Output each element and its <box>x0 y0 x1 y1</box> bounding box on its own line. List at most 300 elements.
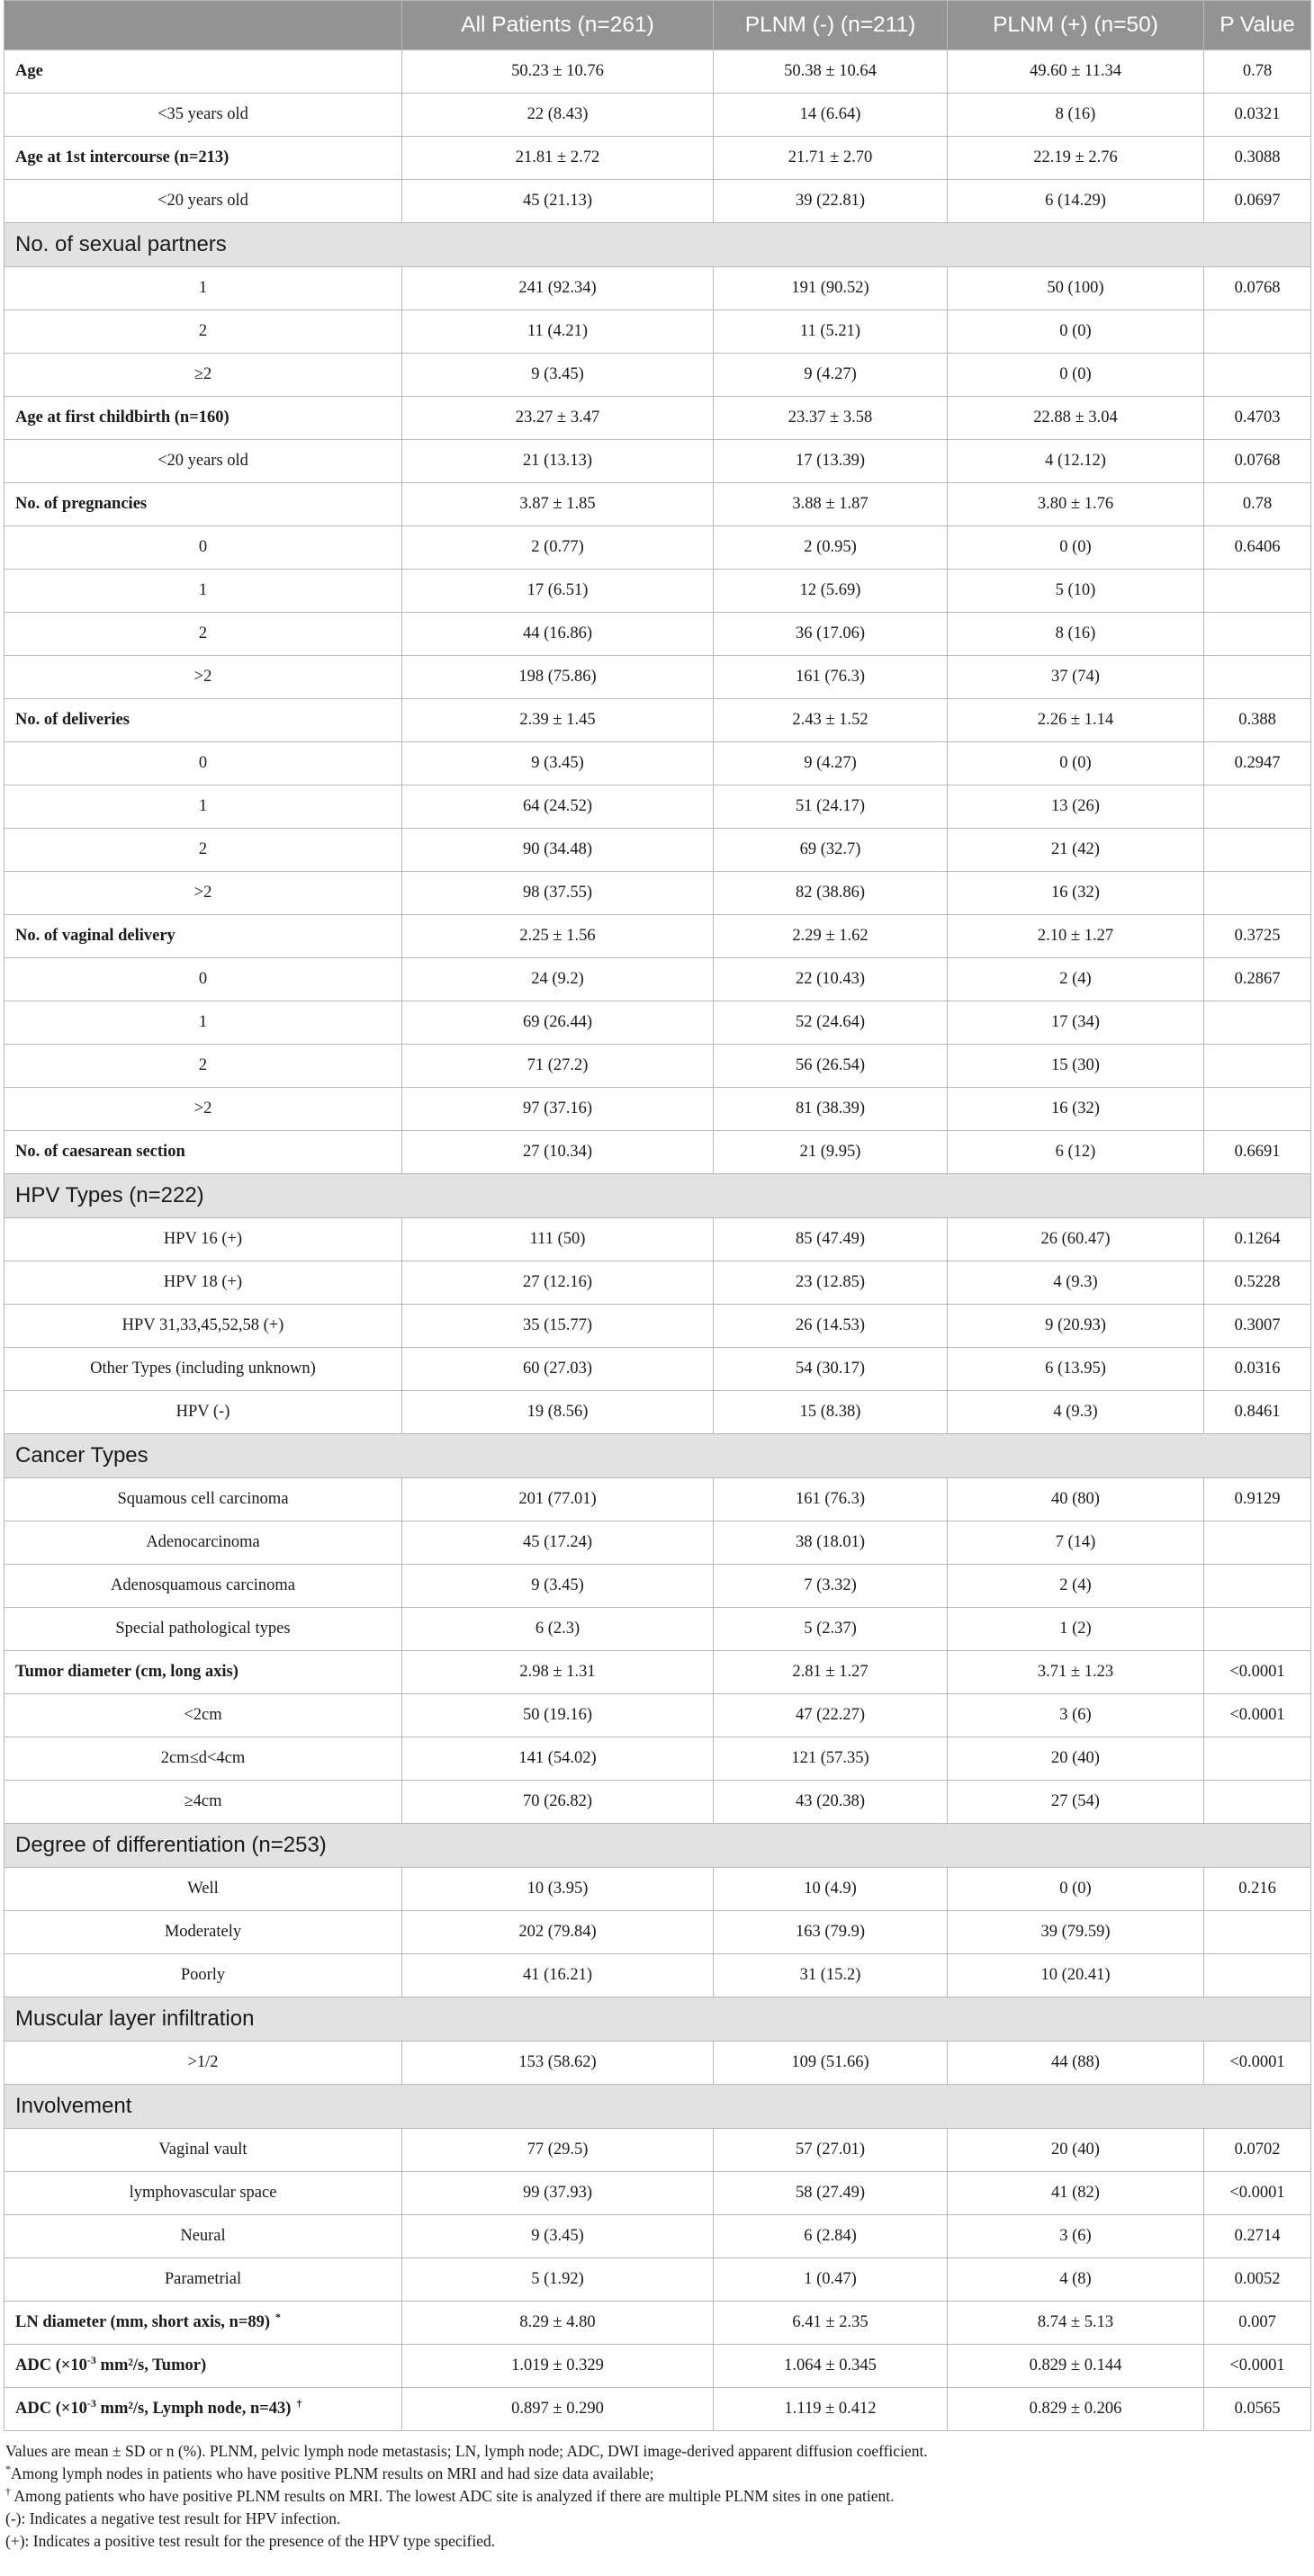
row-label-text: ≥2 <box>194 365 212 383</box>
row-label-text: <2cm <box>184 1706 222 1724</box>
cell-p-value: 0.007 <box>1204 2302 1311 2345</box>
row-label <box>4 1391 402 1434</box>
cell-plnm-positive: 3.71 ± 1.23 <box>948 1651 1204 1694</box>
cell-plnm-negative: 2.43 ± 1.52 <box>714 699 948 742</box>
cell-all-patients: 153 (58.62) <box>402 2042 714 2085</box>
section-header-row <box>4 223 1311 267</box>
row-label <box>4 1911 402 1954</box>
cell-plnm-negative: 85 (47.49) <box>714 1218 948 1261</box>
cell-all-patients: 9 (3.45) <box>402 354 714 397</box>
cell-plnm-negative: 17 (13.39) <box>714 440 948 483</box>
cell-p-value: 0.8461 <box>1204 1391 1311 1434</box>
row-label <box>4 785 402 829</box>
row-label-text: Poorly <box>180 1966 226 1984</box>
table-row <box>4 440 1311 483</box>
cell-plnm-negative: 56 (26.54) <box>714 1045 948 1088</box>
section-label: Muscular layer infiltration <box>4 1997 1311 2042</box>
row-label <box>4 699 402 742</box>
cell-p-value: 0.2947 <box>1204 742 1311 785</box>
cell-all-patients: 90 (34.48) <box>402 829 714 872</box>
row-label <box>4 1737 402 1781</box>
cell-plnm-negative: 5 (2.37) <box>714 1608 948 1651</box>
cell-plnm-positive: 15 (30) <box>948 1045 1204 1088</box>
cell-plnm-negative: 23 (12.85) <box>714 1261 948 1305</box>
cell-p-value: 0.388 <box>1204 699 1311 742</box>
footnote-line <box>5 2463 1310 2485</box>
table-row <box>4 1088 1311 1131</box>
section-label: Cancer Types <box>4 1434 1311 1478</box>
row-label-text: Neural <box>180 2227 226 2245</box>
cell-plnm-positive: 41 (82) <box>948 2172 1204 2215</box>
row-label-text: lymphovascular space <box>129 2184 277 2202</box>
table-row <box>4 2042 1311 2085</box>
row-label <box>4 1001 402 1045</box>
row-label <box>4 742 402 785</box>
cell-p-value: 0.2714 <box>1204 2215 1311 2258</box>
footnote-text: (-): Indicates a negative test result for HPV infection. <box>5 2509 341 2527</box>
cell-plnm-negative: 38 (18.01) <box>714 1521 948 1565</box>
table-header-row <box>4 1 1311 50</box>
cell-p-value <box>1204 872 1311 915</box>
row-label-text: 2 <box>198 1056 208 1074</box>
table-row <box>4 1911 1311 1954</box>
cell-p-value: 0.0702 <box>1204 2129 1311 2172</box>
row-label <box>4 2172 402 2215</box>
cell-plnm-negative: 39 (22.81) <box>714 180 948 223</box>
cell-p-value: 0.0316 <box>1204 1348 1311 1391</box>
header-cell-plnm-negative: PLNM (-) (n=211) <box>714 1 948 50</box>
section-label: Degree of differentiation (n=253) <box>4 1824 1311 1868</box>
row-label <box>4 2345 402 2388</box>
cell-all-patients: 19 (8.56) <box>402 1391 714 1434</box>
table-row <box>4 570 1311 613</box>
cell-all-patients: 2.25 ± 1.56 <box>402 915 714 958</box>
cell-all-patients: 41 (16.21) <box>402 1954 714 1997</box>
header-cell-plnm-positive: PLNM (+) (n=50) <box>948 1 1204 50</box>
cell-plnm-positive: 2.26 ± 1.14 <box>948 699 1204 742</box>
row-label-text: >2 <box>194 1100 212 1117</box>
section-label: No. of sexual partners <box>4 223 1311 267</box>
table-row <box>4 1781 1311 1824</box>
cell-plnm-positive: 39 (79.59) <box>948 1911 1204 1954</box>
table-row <box>4 526 1311 570</box>
cell-all-patients: 45 (21.13) <box>402 180 714 223</box>
cell-p-value <box>1204 1001 1311 1045</box>
cell-all-patients: 141 (54.02) <box>402 1737 714 1781</box>
cell-all-patients: 64 (24.52) <box>402 785 714 829</box>
cell-p-value <box>1204 1954 1311 1997</box>
row-label <box>4 397 402 440</box>
cell-p-value: 0.5228 <box>1204 1261 1311 1305</box>
row-label-text: Moderately <box>164 1923 242 1941</box>
row-label <box>4 1781 402 1824</box>
cell-all-patients: 35 (15.77) <box>402 1305 714 1348</box>
cell-plnm-positive: 6 (12) <box>948 1131 1204 1174</box>
cell-all-patients: 3.87 ± 1.85 <box>402 483 714 526</box>
row-label <box>4 1868 402 1911</box>
row-label-text: ≥4cm <box>184 1792 222 1810</box>
row-label-text: Tumor diameter (cm, long axis) <box>15 1663 238 1681</box>
row-label-text: ADC (×10 <box>15 2356 87 2374</box>
cell-plnm-positive: 4 (9.3) <box>948 1261 1204 1305</box>
cell-all-patients: 50.23 ± 10.76 <box>402 50 714 94</box>
footnote-marker: * <box>275 2310 282 2323</box>
cell-all-patients: 11 (4.21) <box>402 310 714 354</box>
cell-all-patients: 2 (0.77) <box>402 526 714 570</box>
table-row <box>4 1001 1311 1045</box>
cell-p-value: 0.3725 <box>1204 915 1311 958</box>
section-header-row <box>4 2085 1311 2129</box>
row-label <box>4 1521 402 1565</box>
row-label-text: 1 <box>198 1013 208 1031</box>
row-label <box>4 2129 402 2172</box>
cell-all-patients: 71 (27.2) <box>402 1045 714 1088</box>
row-label-text: Adenocarcinoma <box>146 1533 260 1551</box>
table-row <box>4 354 1311 397</box>
cell-p-value: <0.0001 <box>1204 2345 1311 2388</box>
section-header-row <box>4 1824 1311 1868</box>
cell-plnm-negative: 82 (38.86) <box>714 872 948 915</box>
table-row <box>4 1868 1311 1911</box>
row-label <box>4 1954 402 1997</box>
row-label-text: Adenosquamous carcinoma <box>111 1576 295 1594</box>
cell-p-value: 0.6691 <box>1204 1131 1311 1174</box>
cell-all-patients: 23.27 ± 3.47 <box>402 397 714 440</box>
table-row <box>4 829 1311 872</box>
cell-all-patients: 202 (79.84) <box>402 1911 714 1954</box>
table-footnotes <box>4 2431 1310 2553</box>
cell-all-patients: 45 (17.24) <box>402 1521 714 1565</box>
cell-p-value: 0.216 <box>1204 1868 1311 1911</box>
cell-plnm-negative: 163 (79.9) <box>714 1911 948 1954</box>
cell-p-value: 0.6406 <box>1204 526 1311 570</box>
cell-all-patients: 69 (26.44) <box>402 1001 714 1045</box>
table-row <box>4 2302 1311 2345</box>
cell-p-value: <0.0001 <box>1204 1651 1311 1694</box>
cell-plnm-negative: 121 (57.35) <box>714 1737 948 1781</box>
footnote-text: Among lymph nodes in patients who have positive PLNM results on MRI and had size data available; <box>11 2464 654 2482</box>
cell-plnm-negative: 23.37 ± 3.58 <box>714 397 948 440</box>
cell-plnm-negative: 43 (20.38) <box>714 1781 948 1824</box>
cell-p-value <box>1204 354 1311 397</box>
row-label <box>4 958 402 1001</box>
cell-p-value: <0.0001 <box>1204 1694 1311 1737</box>
cell-p-value: 0.0768 <box>1204 440 1311 483</box>
row-label <box>4 1694 402 1737</box>
row-label-text: <20 years old <box>158 192 248 210</box>
row-label <box>4 1088 402 1131</box>
row-label-text: No. of deliveries <box>15 711 130 729</box>
row-label <box>4 180 402 223</box>
row-label-text: <35 years old <box>158 105 248 123</box>
cell-plnm-negative: 9 (4.27) <box>714 354 948 397</box>
header-cell-variable <box>4 1 402 50</box>
table-row <box>4 1608 1311 1651</box>
cell-p-value: 0.0321 <box>1204 94 1311 137</box>
cell-all-patients: 1.019 ± 0.329 <box>402 2345 714 2388</box>
row-label-text-continued: mm²/s, Tumor) <box>95 2356 207 2374</box>
cell-all-patients: 97 (37.16) <box>402 1088 714 1131</box>
cell-plnm-positive: 22.88 ± 3.04 <box>948 397 1204 440</box>
table-row <box>4 2258 1311 2302</box>
section-label: HPV Types (n=222) <box>4 1174 1311 1218</box>
cell-p-value <box>1204 570 1311 613</box>
row-label <box>4 570 402 613</box>
header-cell-all-patients: All Patients (n=261) <box>402 1 714 50</box>
row-label <box>4 1131 402 1174</box>
cell-plnm-positive: 2.10 ± 1.27 <box>948 915 1204 958</box>
cell-all-patients: 21 (13.13) <box>402 440 714 483</box>
cell-p-value <box>1204 1045 1311 1088</box>
table-row <box>4 1261 1311 1305</box>
cell-plnm-positive: 8 (16) <box>948 613 1204 656</box>
row-label-text: HPV (-) <box>176 1403 230 1421</box>
row-label-text: Age at 1st intercourse (n=213) <box>15 148 230 166</box>
cell-plnm-positive: 4 (12.12) <box>948 440 1204 483</box>
table-row <box>4 1305 1311 1348</box>
cell-all-patients: 5 (1.92) <box>402 2258 714 2302</box>
cell-plnm-positive: 1 (2) <box>948 1608 1204 1651</box>
cell-plnm-negative: 7 (3.32) <box>714 1565 948 1608</box>
row-label-exponent: -3 <box>86 2396 96 2410</box>
row-label-text: 2 <box>198 840 208 858</box>
cell-p-value: 0.0697 <box>1204 180 1311 223</box>
cell-p-value: <0.0001 <box>1204 2042 1311 2085</box>
cell-plnm-negative: 1.064 ± 0.345 <box>714 2345 948 2388</box>
row-label-text: >2 <box>194 884 212 902</box>
table-row <box>4 785 1311 829</box>
row-label-text: Well <box>187 1880 219 1898</box>
table-row <box>4 613 1311 656</box>
cell-p-value <box>1204 1565 1311 1608</box>
row-label-text-continued: mm²/s, Lymph node, n=43) <box>95 2400 292 2418</box>
row-label-text: 0 <box>198 754 208 772</box>
cell-all-patients: 9 (3.45) <box>402 742 714 785</box>
cell-plnm-positive: 10 (20.41) <box>948 1954 1204 1997</box>
cell-all-patients: 241 (92.34) <box>402 267 714 310</box>
row-label-text: Age <box>15 62 43 80</box>
table-row <box>4 1348 1311 1391</box>
row-label <box>4 137 402 180</box>
cell-plnm-negative: 22 (10.43) <box>714 958 948 1001</box>
table-row <box>4 267 1311 310</box>
row-label <box>4 526 402 570</box>
cell-plnm-negative: 26 (14.53) <box>714 1305 948 1348</box>
row-label-text: No. of vaginal delivery <box>15 927 176 945</box>
patient-characteristics-table <box>4 0 1311 2431</box>
table-row <box>4 180 1311 223</box>
row-label-text: <20 years old <box>158 452 248 470</box>
cell-plnm-positive: 9 (20.93) <box>948 1305 1204 1348</box>
cell-plnm-positive: 16 (32) <box>948 1088 1204 1131</box>
cell-plnm-positive: 8 (16) <box>948 94 1204 137</box>
table-row <box>4 137 1311 180</box>
row-label <box>4 2215 402 2258</box>
row-label <box>4 2388 402 2431</box>
cell-plnm-positive: 20 (40) <box>948 1737 1204 1781</box>
cell-all-patients: 6 (2.3) <box>402 1608 714 1651</box>
cell-plnm-negative: 10 (4.9) <box>714 1868 948 1911</box>
cell-plnm-positive: 4 (8) <box>948 2258 1204 2302</box>
table-row <box>4 656 1311 699</box>
row-label-text: HPV 16 (+) <box>163 1230 243 1248</box>
cell-plnm-positive: 0 (0) <box>948 1868 1204 1911</box>
cell-plnm-positive: 16 (32) <box>948 872 1204 915</box>
section-header-row <box>4 1997 1311 2042</box>
cell-plnm-positive: 17 (34) <box>948 1001 1204 1045</box>
cell-plnm-negative: 2.81 ± 1.27 <box>714 1651 948 1694</box>
cell-all-patients: 201 (77.01) <box>402 1478 714 1521</box>
cell-p-value: 0.78 <box>1204 483 1311 526</box>
cell-all-patients: 10 (3.95) <box>402 1868 714 1911</box>
cell-p-value <box>1204 1521 1311 1565</box>
cell-plnm-positive: 21 (42) <box>948 829 1204 872</box>
cell-plnm-negative: 57 (27.01) <box>714 2129 948 2172</box>
row-label-text: 2 <box>198 624 208 642</box>
row-label-text: HPV 31,33,45,52,58 (+) <box>122 1316 284 1334</box>
footnote-line <box>5 2508 1310 2530</box>
cell-plnm-negative: 1.119 ± 0.412 <box>714 2388 948 2431</box>
row-label <box>4 1565 402 1608</box>
table-row <box>4 1391 1311 1434</box>
footnote-marker: * <box>5 2463 11 2476</box>
table-row <box>4 2172 1311 2215</box>
table-row <box>4 1045 1311 1088</box>
section-header-row <box>4 1434 1311 1478</box>
cell-p-value: 0.3088 <box>1204 137 1311 180</box>
cell-plnm-negative: 31 (15.2) <box>714 1954 948 1997</box>
cell-plnm-positive: 0 (0) <box>948 526 1204 570</box>
cell-plnm-positive: 22.19 ± 2.76 <box>948 137 1204 180</box>
table-row <box>4 958 1311 1001</box>
cell-all-patients: 2.98 ± 1.31 <box>402 1651 714 1694</box>
cell-p-value: <0.0001 <box>1204 2172 1311 2215</box>
row-label <box>4 94 402 137</box>
cell-all-patients: 77 (29.5) <box>402 2129 714 2172</box>
table-row <box>4 1954 1311 1997</box>
cell-plnm-positive: 6 (13.95) <box>948 1348 1204 1391</box>
cell-all-patients: 0.897 ± 0.290 <box>402 2388 714 2431</box>
footnote-marker: † <box>5 2485 11 2499</box>
row-label <box>4 656 402 699</box>
footnote-text: Among patients who have positive PLNM results on MRI. The lowest ADC site is analyzed if there are multiple PLNM sites in one patient. <box>11 2487 895 2505</box>
cell-plnm-positive: 20 (40) <box>948 2129 1204 2172</box>
cell-plnm-positive: 0.829 ± 0.144 <box>948 2345 1204 2388</box>
cell-plnm-negative: 54 (30.17) <box>714 1348 948 1391</box>
row-label-text: 1 <box>198 279 208 297</box>
cell-plnm-negative: 50.38 ± 10.64 <box>714 50 948 94</box>
cell-plnm-positive: 49.60 ± 11.34 <box>948 50 1204 94</box>
footnote-line <box>5 2530 1310 2553</box>
cell-all-patients: 2.39 ± 1.45 <box>402 699 714 742</box>
cell-all-patients: 111 (50) <box>402 1218 714 1261</box>
cell-plnm-positive: 4 (9.3) <box>948 1391 1204 1434</box>
row-label <box>4 267 402 310</box>
cell-all-patients: 99 (37.93) <box>402 2172 714 2215</box>
table-row <box>4 483 1311 526</box>
cell-plnm-positive: 5 (10) <box>948 570 1204 613</box>
cell-plnm-negative: 191 (90.52) <box>714 267 948 310</box>
cell-p-value <box>1204 785 1311 829</box>
cell-p-value: 0.78 <box>1204 50 1311 94</box>
cell-p-value: 0.2867 <box>1204 958 1311 1001</box>
cell-plnm-positive: 3 (6) <box>948 1694 1204 1737</box>
row-label <box>4 2042 402 2085</box>
cell-plnm-positive: 40 (80) <box>948 1478 1204 1521</box>
cell-plnm-negative: 161 (76.3) <box>714 1478 948 1521</box>
cell-all-patients: 98 (37.55) <box>402 872 714 915</box>
table-row <box>4 699 1311 742</box>
cell-plnm-positive: 2 (4) <box>948 1565 1204 1608</box>
table-row <box>4 1565 1311 1608</box>
row-label-text: 1 <box>198 797 208 815</box>
cell-plnm-negative: 58 (27.49) <box>714 2172 948 2215</box>
table-container <box>4 0 1310 2553</box>
cell-plnm-negative: 51 (24.17) <box>714 785 948 829</box>
table-row <box>4 94 1311 137</box>
row-label <box>4 483 402 526</box>
cell-plnm-negative: 36 (17.06) <box>714 613 948 656</box>
row-label <box>4 1348 402 1391</box>
cell-p-value <box>1204 1781 1311 1824</box>
row-label <box>4 1261 402 1305</box>
cell-plnm-positive: 0 (0) <box>948 742 1204 785</box>
row-label-text: Special pathological types <box>115 1620 291 1638</box>
cell-p-value: 0.0052 <box>1204 2258 1311 2302</box>
table-row <box>4 872 1311 915</box>
cell-plnm-positive: 7 (14) <box>948 1521 1204 1565</box>
footnote-text: (+): Indicates a positive test result for the presence of the HPV type specified. <box>5 2532 496 2550</box>
cell-p-value: 0.0565 <box>1204 2388 1311 2431</box>
row-label-text: ADC (×10 <box>15 2400 87 2418</box>
cell-all-patients: 27 (10.34) <box>402 1131 714 1174</box>
cell-all-patients: 198 (75.86) <box>402 656 714 699</box>
row-label-text: 2 <box>198 322 208 340</box>
cell-p-value <box>1204 1088 1311 1131</box>
cell-plnm-negative: 12 (5.69) <box>714 570 948 613</box>
cell-plnm-positive: 26 (60.47) <box>948 1218 1204 1261</box>
cell-p-value: 0.1264 <box>1204 1218 1311 1261</box>
cell-all-patients: 9 (3.45) <box>402 2215 714 2258</box>
cell-p-value <box>1204 1911 1311 1954</box>
table-body <box>4 50 1311 2431</box>
row-label <box>4 829 402 872</box>
cell-plnm-positive: 3.80 ± 1.76 <box>948 483 1204 526</box>
row-label <box>4 872 402 915</box>
table-row <box>4 2388 1311 2431</box>
cell-p-value <box>1204 829 1311 872</box>
table-row <box>4 397 1311 440</box>
table-row <box>4 1651 1311 1694</box>
row-label-text: No. of caesarean section <box>15 1143 185 1161</box>
cell-p-value <box>1204 656 1311 699</box>
cell-p-value <box>1204 613 1311 656</box>
cell-plnm-positive: 37 (74) <box>948 656 1204 699</box>
cell-plnm-negative: 52 (24.64) <box>714 1001 948 1045</box>
cell-plnm-positive: 0.829 ± 0.206 <box>948 2388 1204 2431</box>
cell-all-patients: 44 (16.86) <box>402 613 714 656</box>
row-label-text: >1/2 <box>187 2053 219 2071</box>
row-label <box>4 915 402 958</box>
cell-p-value <box>1204 310 1311 354</box>
cell-all-patients: 22 (8.43) <box>402 94 714 137</box>
row-label <box>4 1045 402 1088</box>
table-row <box>4 2345 1311 2388</box>
cell-plnm-negative: 161 (76.3) <box>714 656 948 699</box>
cell-plnm-negative: 47 (22.27) <box>714 1694 948 1737</box>
row-label-text: 0 <box>198 538 208 556</box>
section-header-row <box>4 1174 1311 1218</box>
